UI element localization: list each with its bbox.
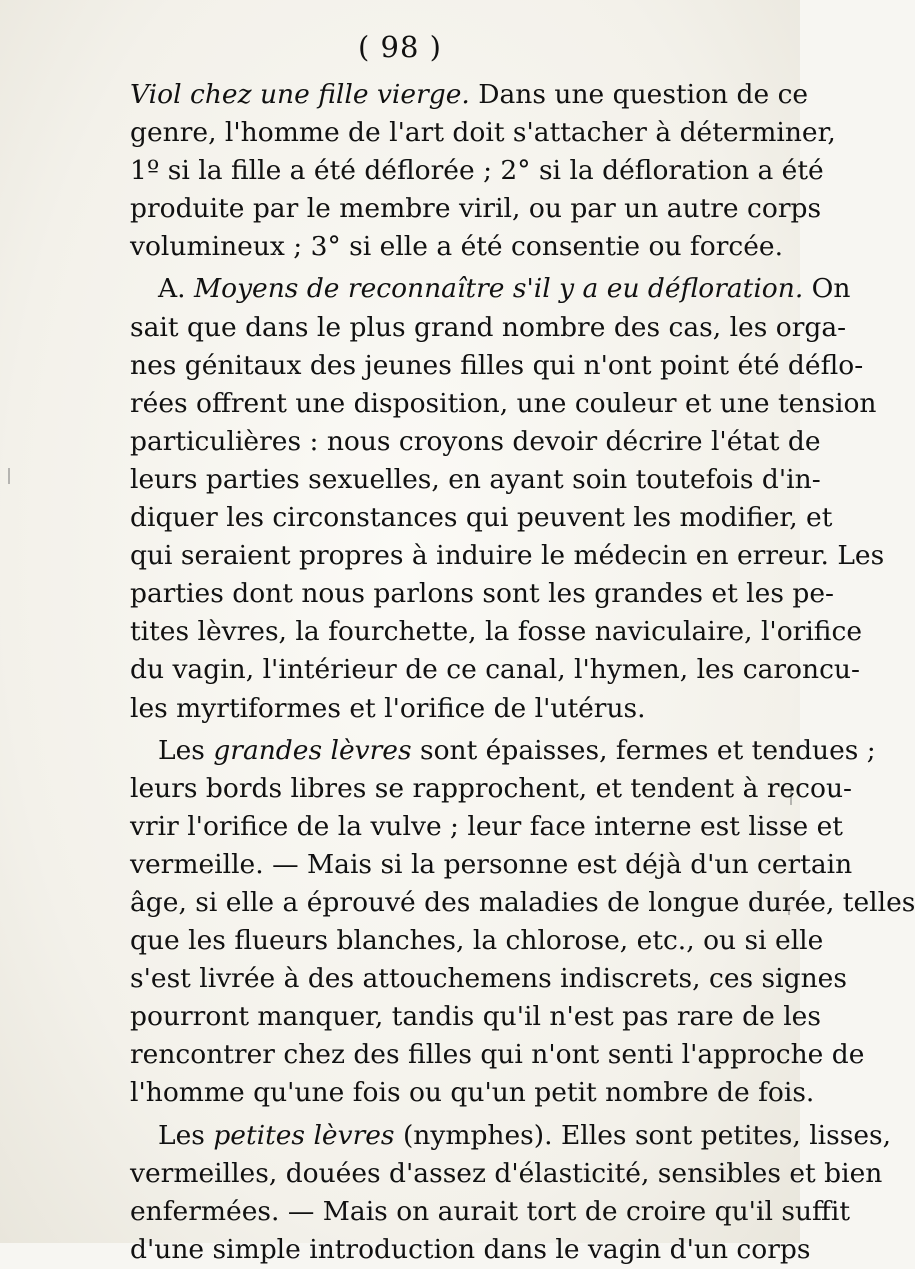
page-number: ( 98 ) [358,30,442,64]
text-line [130,1074,815,1112]
text-segment: sait que dans le plus grand nombre des cas, les orga- [130,311,847,343]
text-segment: qui seraient propres à induire le médecin en erreur. Les [130,540,885,572]
text-segment: d'une simple introduction dans le vagin d'un corps [130,1233,811,1265]
text-line [130,499,833,537]
text-line [130,537,885,575]
text-line [130,998,821,1036]
text-line [130,1155,883,1193]
text-segment: leurs bords libres se rapprochent, et tendent à recou- [130,772,852,804]
text-line [130,190,822,228]
text-segment: diquer les circonstances qui peuvent les modifier, et [130,502,833,534]
text-segment: A. [158,273,194,305]
text-segment: On [803,273,851,305]
text-line [130,1193,850,1231]
paragraph [130,1117,892,1269]
text-line [130,808,843,846]
text-line [130,884,915,922]
text-segment: volumineux ; 3° si elle a été consentie ou forcée. [130,231,783,263]
text-line [130,1231,811,1269]
text-line [130,846,853,884]
text-segment: vermeilles, douées d'assez d'élasticité, sensibles et bien [130,1157,883,1189]
text-segment: rées offrent une disposition, une couleur et une tension [130,387,877,419]
italic-text: Viol chez une fille vierge. [130,79,470,110]
text-segment: produite par le membre viril, ou par un autre corps [130,193,822,225]
text-segment: âge, si elle a éprouvé des maladies de longue durée, telles [130,886,915,918]
text-segment: parties dont nous parlons sont les grandes et les pe- [130,578,834,610]
text-segment: 1º si la fille a été déflorée ; 2° si la défloration a été [130,155,824,187]
italic-text: grandes lèvres [213,734,412,766]
paragraph [130,732,915,1113]
italic-text: Moyens de reconnaître s'il y a eu défloration. [194,273,804,305]
text-segment: enfermées. — Mais on aurait tort de croire qu'il suffit [130,1195,850,1227]
text-line [130,228,783,266]
text-line [130,922,824,960]
italic-text: petites lèvres [213,1119,395,1151]
text-line [130,423,821,461]
text-line [130,1036,865,1074]
paragraph [130,76,836,266]
text-segment: que les flueurs blanches, la chlorose, etc., ou si elle [130,925,824,957]
text-segment: vrir l'orifice de la vulve ; leur face interne est lisse et [130,810,843,842]
text-line [130,960,847,998]
text-segment: s'est livrée à des attouchemens indiscrets, ces signes [130,963,847,995]
text-segment: particulières : nous croyons devoir décrire l'état de [130,425,821,457]
text-segment: genre, l'homme de l'art doit s'attacher à déterminer, [130,117,836,149]
text-segment: sont épaisses, fermes et tendues ; [411,734,876,766]
text-line [130,385,877,423]
text-line [130,651,860,689]
text-segment: Dans une question de ce [469,79,809,110]
text-line [130,1117,892,1155]
text-line [130,613,863,651]
text-segment: vermeille. — Mais si la personne est déjà d'un certain [130,848,853,880]
text-line [130,347,864,385]
text-segment: rencontrer chez des filles qui n'ont senti l'approche de [130,1039,865,1071]
text-segment: du vagin, l'intérieur de ce canal, l'hymen, les caroncu- [130,654,860,686]
body-text [130,76,915,1269]
text-segment: Les [158,1119,214,1151]
paragraph [130,270,885,727]
text-segment: nes génitaux des jeunes filles qui n'ont point été déflo- [130,349,864,381]
text-line [130,270,851,308]
text-segment: leurs parties sexuelles, en ayant soin toutefois d'in- [130,463,821,495]
text-segment: (nymphes). Elles sont petites, lisses, [394,1119,892,1151]
text-segment: pourront manquer, tandis qu'il n'est pas rare de les [130,1001,821,1033]
text-segment: les myrtiformes et l'orifice de l'utérus. [130,692,646,724]
page-edge-mark-left [8,468,10,484]
text-segment: Les [158,734,214,766]
text-segment: l'homme qu'une fois ou qu'un petit nombre de fois. [130,1077,815,1109]
text-line [130,152,824,190]
text-line [130,309,847,347]
text-line [130,461,821,499]
text-line [130,770,852,808]
text-line [130,114,836,152]
text-line [130,575,834,613]
text-line [130,76,809,114]
text-segment: tites lèvres, la fourchette, la fosse naviculaire, l'orifice [130,616,863,648]
text-line [130,690,762,728]
text-line [130,732,876,770]
